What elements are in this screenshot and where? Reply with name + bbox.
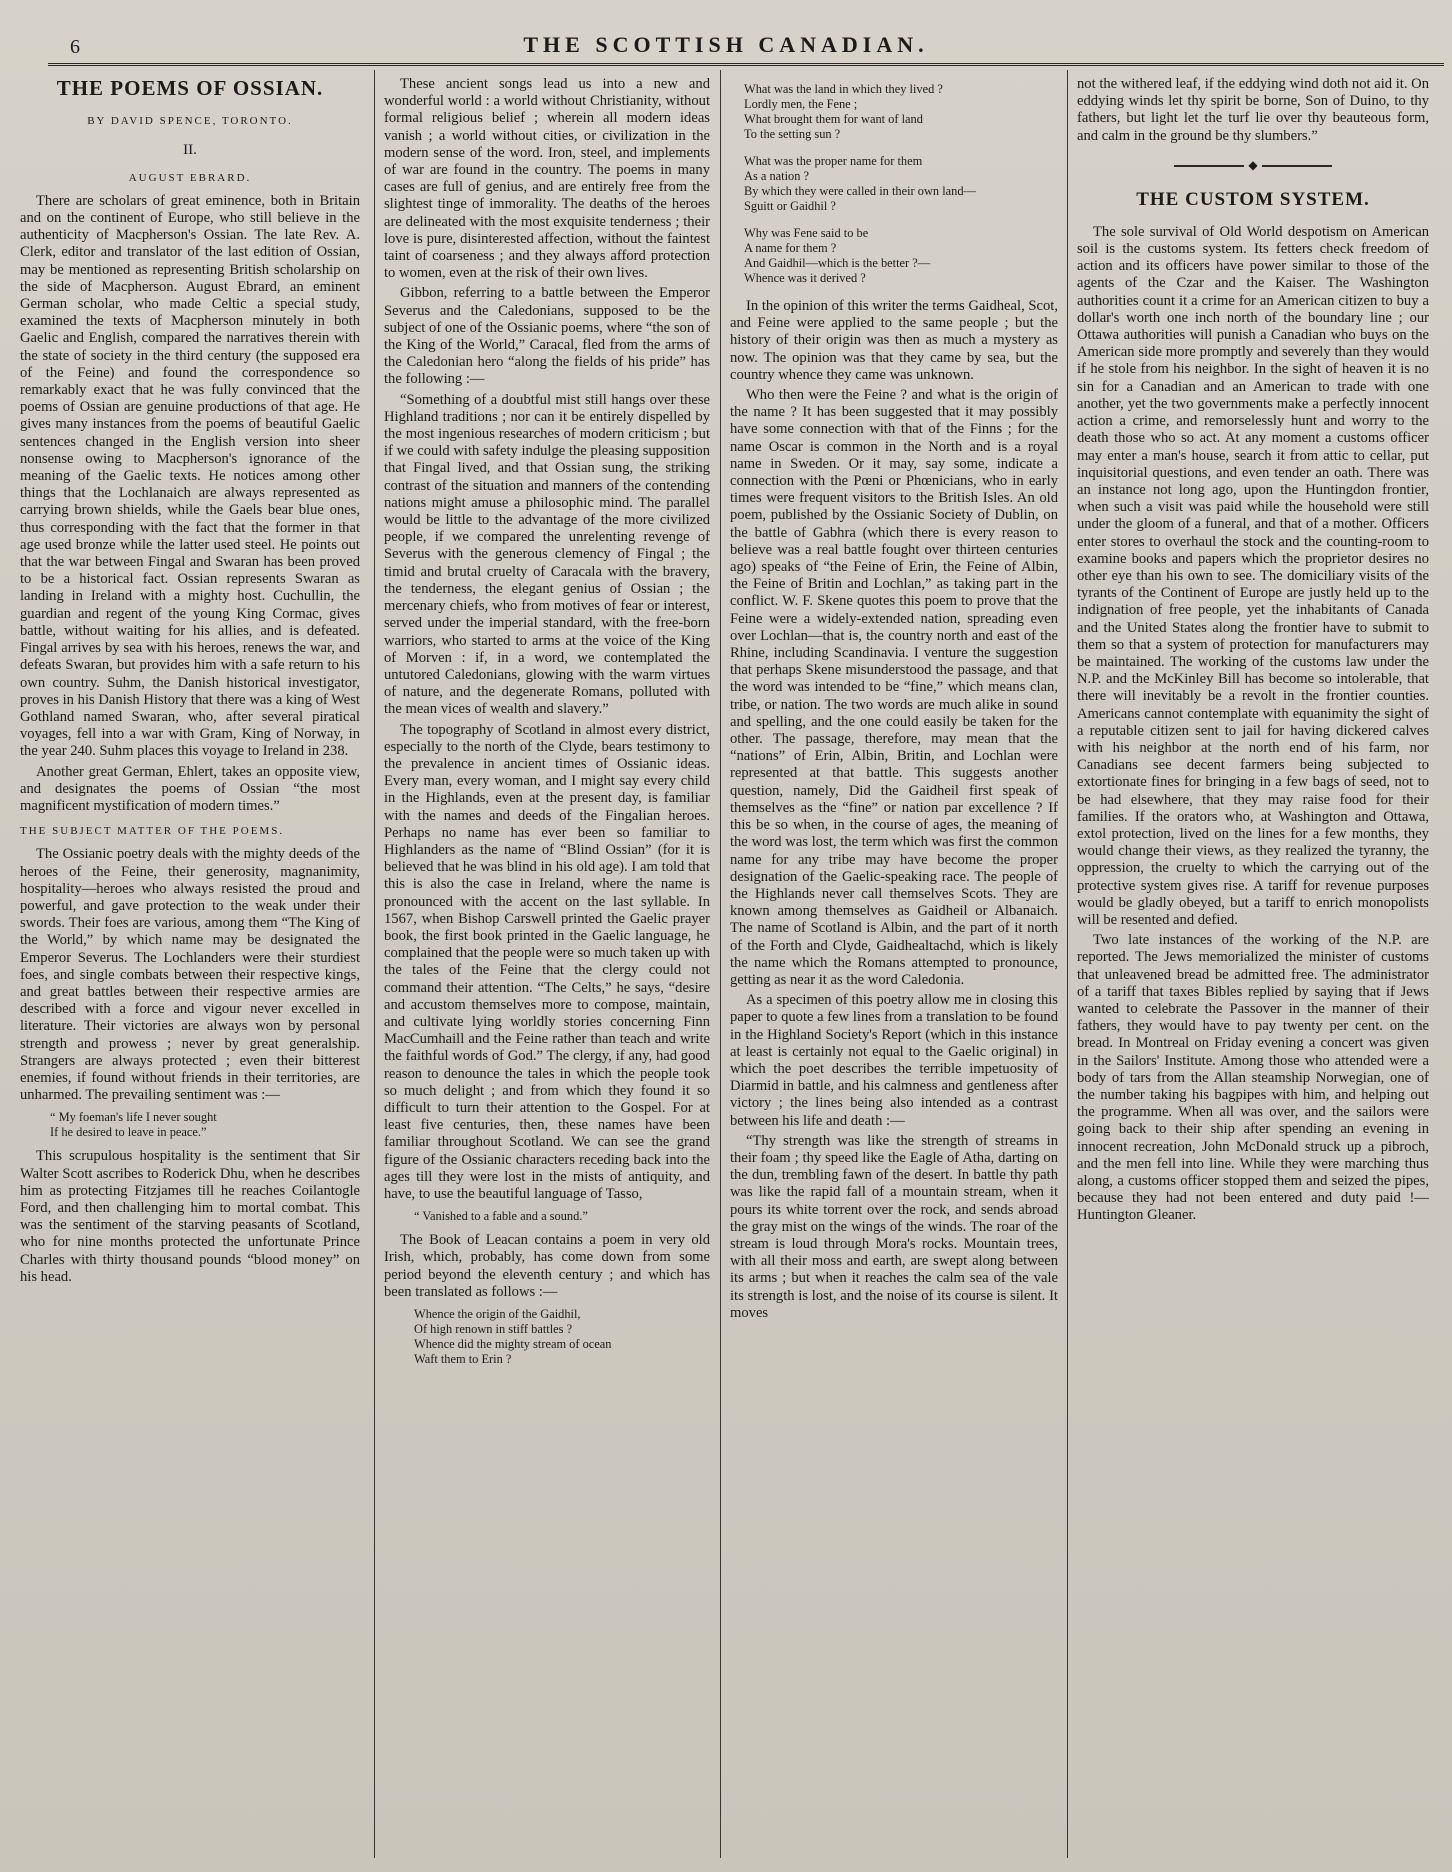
verse-line: Lordly men, the Fene ; [744,97,858,111]
paragraph-group [20,1148,360,1286]
header-rule [48,63,1444,66]
column-1 [20,76,360,1862]
column-4 [1077,76,1429,1862]
quote-verse [50,1110,360,1140]
page-number: 6 [70,36,80,58]
paragraph: The topography of Scotland in almost every district, especially to the north of the Clyde, bears testimony to the prevalence in ancient times of Ossianic ideas. Every man, every woman, and I might say every child in the Highlands, even at the present day, is familiar with the names and deeds of the Fingalian heroes. Perhaps no name has ever been so familiar to Highlanders as the name of “Blind Ossian” (for it is believed that he was blind in his old age). I am told that this is also the case in Ireland, where the name is pronounced with the accent on the last syllable. In 1567, when Bishop Carswell printed the Gaelic prayer book, the first book printed in the Gaelic language, he complained that the people were so much taken up with the tales of the Feine that the clergy could not command their attention. “The Celts,” he says, “desire and accustom themselves more to compose, maintain, and cultivate lying worldly stories concerning Finn MacCumhaill and the Feine rather than teach and write the faithful words of God.” The clergy, if any, had good reason to denounce the tales in which the people took so much delight ; and from which they found it so difficult to turn their attention to the Gospel. For at least five centuries, then, these names have been familiar throughout Scotland. We can see the grand figure of the Ossianic characters receding back into the ages till they were lost in the mists of antiquity, and have, to use the beautiful language of Tasso, [384,721,710,1202]
paragraph: “Thy strength was like the strength of streams in their foam ; thy speed like the Eagle of Atha, darting on the dun, trembling fawn of the desert. In battle thy path was like the rapid fall of a mountain stream, when it pours its white torrent over the rock, and sends abroad the gray mist on the wings of the winds. The roar of the stream is loud through Mora's rocks. Mountain trees, with all their moss and earth, are swept along between its arms ; but when it reaches the calm sea of the vale its strength is lost, and the noise of its course is silent. It moves [730,1132,1058,1321]
article-continuation: not the withered leaf, if the eddying wind doth not aid it. On eddying winds let thy spirit be borne, Son of Duino, to thy fathers, but light let the turf lie over thy beauteous form, and calm in the ground be thy slumbers.” [1077,76,1429,144]
column-3 [730,76,1058,1862]
column-rule [374,70,375,1858]
section-divider: ◆ [1077,157,1429,175]
verse-line: As a nation ? [744,169,810,183]
verse-line: Why was Fene said to be [744,226,869,240]
paragraph: As a specimen of this poetry allow me in closing this paper to quote a few lines from a translation to be found in the Highland Society's Report (which in this instance at least is certainly not equal to the Gaelic original) in which the poet describes the terrible impetuosity of Diarmid in battle, and his calmness and gentleness after victory ; the lines being also intended as a contrast between his life and death :— [730,992,1058,1129]
verse-line: To the setting sun ? [744,127,841,141]
column-rule [1067,70,1068,1858]
verse-line: By which they were called in their own land— [744,184,976,198]
verse-line: And Gaidhil—which is the better ?— [744,256,931,270]
masthead: THE SCOTTISH CANADIAN. [523,32,929,57]
paragraph: The sole survival of Old World despotism on American soil is the customs system. Its fetters check freedom of action and its officers have power similar to those of the agents of the Czar and the Kaiser. The Washington authorities count it a crime for an American citizen to buy a dollar's worth one inch north of the boundary line ; our Ottawa authorities will punish a Canadian who buys on the American side more promptly and severely than they would if he stole from his neighbor. In the sight of heaven it is no sin for a Canadian and an American to trade with one another, yet the two governments make a perfectly innocent action a crime, and remorselessly hunt and worry to the death those who so act. At any moment a customs officer may enter a man's house, search it from attic to cellar, put inquisitorial questions, and even tender an oath. There was an instance not long ago, upon the Huntingdon frontier, when such a visit was paid while the household were still under the gloom of a funeral, and that of a mother. Officers enter stores to overhaul the stock and the counting-room to examine books and papers which the proprietor desires no other eye than his own to see. The domiciliary visits of the tyrants of the Continent of Europe are justly held up to the indignation of free people, yet the inhabitants of Canada and the United States along the frontier have to submit to them so that a system of protection for manufacturers may be maintained. The working of the customs law under the N.P. and the McKinley Bill has become so intolerable, that there will inevitably be a revolt in the frontier counties. Americans cannot contemplate with equanimity the sight of a reputable citizen sent to jail for having dickered calves with his neighbor at the north end of his farm, nor Canadians see decent farmers being subjected to extortionate fines for bringing in a few bags of seed, not to be had elsewhere, that they may raise food for their families. If the orators who, at Washington and Ottawa, extol protection, lived on the lines for a few months, they would change their views, as they realized the tyranny, the oppression, the cruelty to which the carrying out of the protective system gives rise. A tariff for revenue purposes would be gladly obeyed, but a tariff to enrich monopolists will be resented and defied. [1077,223,1429,928]
section-heading: THE SUBJECT MATTER OF THE POEMS. [20,825,285,838]
paragraph: These ancient songs lead us into a new and wonderful world : a world without Christianity, without formal religious belief ; wherein all modern ideas vanish ; a world without cities, or civilization in the modern sense of the word. Iron, steel, and implements of war are found in the country. The poems in many cases are full of genius, and are entirely free from the slightest tinge of immorality. The deaths of the heroes are delineated with the most exquisite tenderness ; their love is pure, disinterested affection, without the faintest taint of coarseness ; and they always afford protection to women, even at the risk of their own lives. [384,76,710,282]
poem-verse [744,82,1058,286]
verse-line: What was the proper name for them [744,154,923,168]
verse-line: Whence was it derived ? [744,271,866,285]
verse-line: Whence the origin of the Gaidhil, [414,1307,581,1322]
verse-line: “ Vanished to a fable and a sound.” [414,1209,588,1224]
verse-line: Waft them to Erin ? [414,1352,512,1367]
verse-line: What brought them for want of land [744,112,923,126]
quote-verse [414,1209,710,1224]
column-rule [720,70,721,1858]
column-2 [384,76,710,1862]
paragraph-group [730,298,1058,1322]
poem-stanza [744,226,1058,286]
verse-line: If he desired to leave in peace.” [50,1125,207,1140]
verse-line: “ My foeman's life I never sought [50,1110,217,1125]
paragraph: Two late instances of the working of the N.P. are reported. The Jews memorialized the minister of customs that unleavened bread be admitted free. The administrator of a tariff that taxes Bibles replied by saying that if Jews wanted to celebrate the Passover in the manner of their fathers, they would have to pay twenty per cent. on the bread. In Montreal on Friday evening a concert was given in the Sailors' Institute. Among those who attended were a body of tars from the Allan steamship Norwegian, one of the number taking his bagpipes with him, and helping out the programme. When all was over, and the sailors were going back to their ship after spending an evening in innocent recreation, John McDonald struck up a pibroch, and the men fell into line. While they were marching thus along, a customs officer stopped them and seized the pipes, because they had not been entered and duty paid !—Huntington Gleaner. [1077,932,1429,1224]
paragraph: Who then were the Feine ? and what is the origin of the name ? It has been suggested that it may possibly have some connection with that of the Finns ; for the name Oscar is common in the North and is a royal name in Sweden. Or it may, say some, indicate a connection with the Pœni or Phœnicians, who in early times were frequent visitors to the British Isles. An old poem, published by the Ossianic Society of Dublin, on the battle of Gabhra (which there is every reason to believe was a real battle fought over thirteen centuries ago) speaks of “the Feine of Erin, the Feine of Albin, the Feine of Britin and Lochlan,” as taking part in the conflict. W. F. Skene quotes this poem to prove that the Feine were a widely-extended nation, spreading even over Lochlan—that is, the country north and east of the Rhine, including Scandinavia. I venture the suggestion that perhaps Skene misunderstood the passage, and that the word was intended to be “fine,” which means clan, tribe, or nation. The two words are much alike in sound and spelling, and the one could easily be taken for the other. The passage, therefore, may mean that the “nations” of Erin, Albin, Britin, and Lochlan were represented at that battle. This suggests another question, namely, Did the Gaidheil first speak of themselves as the “fine” or nation par excellence ? If this be so when, in the course of ages, the meaning of the word was lost, the term which was first the common name for any tribe may have become the proper designation of the Gaelic-speaking race. The people of the Highlands never call themselves Scots. They are known among themselves as Gaidheil or Albanaich. The name of Scotland is Albin, and the part of it north of the Forth and Clyde, Gaidhealtachd, which is likely the name which the Romans attempted to pronounce, getting as near it as the word Caledonia. [730,387,1058,988]
paragraph: The Ossianic poetry deals with the mighty deeds of the heroes of the Feine, their generosity, magnanimity, hospitality—heroes who always resisted the proud and powerful, and gave protection to the weak under their swords. Their foes are various, among them “The King of the World,” by which name may be designated the Emperor Severus. The Lochlanders were their sturdiest foes, and single combats between their respective kings, and great battles between their respective armies are described with a force and vigour never excelled in literature. Their victories are always won by personal strength and prowess ; never by great generalship. Strangers are always protected ; even their bitterest enemies, if found without friends in their territories, are unharmed. The prevailing sentiment was :— [20,846,360,1104]
byline: BY DAVID SPENCE, TORONTO. [87,115,293,128]
paragraph: Another great German, Ehlert, takes an opposite view, and designates the poems of Ossian “the most magnificent mystification of modern times.” [20,763,360,814]
paragraph: Gibbon, referring to a battle between the Emperor Severus and the Caledonians, supposed to be the subject of one of the Ossianic poems, where “the son of the King of the World,” Caracal, fled from the arms of the Caledonian hero “along the fields of his pride” has the following :— [384,285,710,388]
paragraph-group [384,76,710,1203]
verse-line: What was the land in which they lived ? [744,82,943,96]
paragraph: This scrupulous hospitality is the sentiment that Sir Walter Scott ascribes to Roderick Dhu, when he describes him as protecting Fitzjames till he reaches Coilantogle Ford, and then challenging him to mortal combat. This was the sentiment of the starving peasants of Scotland, who for nine months protected the unfortunate Prince Charles with thirty thousand pounds “blood money” on his head. [20,1148,360,1285]
paragraph: There are scholars of great eminence, both in Britain and on the continent of Europe, who still believe in the authenticity of Macpherson's Ossian. The late Rev. A. Clerk, editor and translator of the last edition of Ossian, may be mentioned as representing British scholarship on the side of Macpherson. August Ebrard, an eminent German scholar, who made Celtic a special study, examined the texts of Macpherson minutely in both Gaelic and English, compared the narratives therein with the state of society in the third century (the supposed era of the Feine) and found the correspondence so remarkably exact that he was fully convinced that the poems of Ossian are genuine productions of that age. He gives many instances from the poems of beautiful Gaelic sentences changed in the English version into sheer nonsense owing to Macpherson's ignorance of the meaning of the Gaelic texts. He notices among other things that the Lochlanaich are always represented as carrying brown shields, while the Gaels bear blue ones, thus corresponding with the fact that the former in that age used bronze while the latter used steel. He points out that the war between Fingal and Swaran has been proved to be a historical fact. Ossian represents Swaran as landing in Ireland with a mighty host. Cuchullin, the guardian and regent of the young King Cormac, gives battle, without waiting for his allies, and is defeated. Fingal arrives by sea with his heroes, renews the war, and defeats Swaran, but provides him with a safe return to his own country. Suhm, the Danish historical investigator, proves in his Danish History that there was a king of West Gothland named Swaran, who, after several piratical voyages, fell into a war with Gram, King of Norway, in the year 240. Suhm places this voyage to Ireland in 238. [20,192,360,760]
paragraph-group [20,846,360,1104]
verse-line: Whence did the mighty stream of ocean [414,1337,612,1352]
poem-stanza [744,154,1058,214]
article-title: THE POEMS OF OSSIAN. [56,76,324,100]
subheading: AUGUST EBRARD. [128,171,252,184]
verse-line: A name for them ? [744,241,837,255]
paragraph: The Book of Leacan contains a poem in very old Irish, which, probably, has come down from some period beyond the eleventh century ; and which has been translated as follows :— [384,1232,710,1300]
poem-stanza [744,82,1058,142]
verse-line: Sguitt or Gaidhil ? [744,199,836,213]
poem-verse [414,1307,710,1367]
paragraph: In the opinion of this writer the terms Gaidheal, Scot, and Feine were applied to the same people ; but the history of their origin was then as much a mystery as now. The opinion was that they came by sea, but the country whence they came was unknown. [730,298,1058,383]
paragraph: “Something of a doubtful mist still hangs over these Highland traditions ; nor can it be entirely dispelled by the most ingenious researches of modern criticism ; but if we could with safety indulge the pleasing supposition that Fingal lived, and that Ossian sung, the striking contrast of the situation and manners of the contending nations might amuse a philosophic mind. The parallel would be little to the advantage of the more civilized people, if we compared the unrelenting revenge of Severus with the generous clemency of Fingal ; the timid and brutal cruelty of Caracala with the bravery, the tenderness, the elegant genius of Ossian ; the mercenary chiefs, who from motives of fear or interest, served under the imperial standard, with the free-born warriors, who started to arms at the voice of the King of Morven : if, in a word, we contemplated the untutored Caledonians, glowing with the warm virtues of nature, and the degenerate Romans, polluted with the mean vices of wealth and slavery.” [384,391,710,718]
verse-line: Of high renown in stiff battles ? [414,1322,573,1337]
paragraph-group [20,193,360,815]
part-number: II. [183,142,197,159]
paragraph-group [1077,224,1429,1225]
running-head [0,10,1452,58]
article-title: THE CUSTOM SYSTEM. [1136,188,1370,210]
paragraph-group [384,1232,710,1301]
